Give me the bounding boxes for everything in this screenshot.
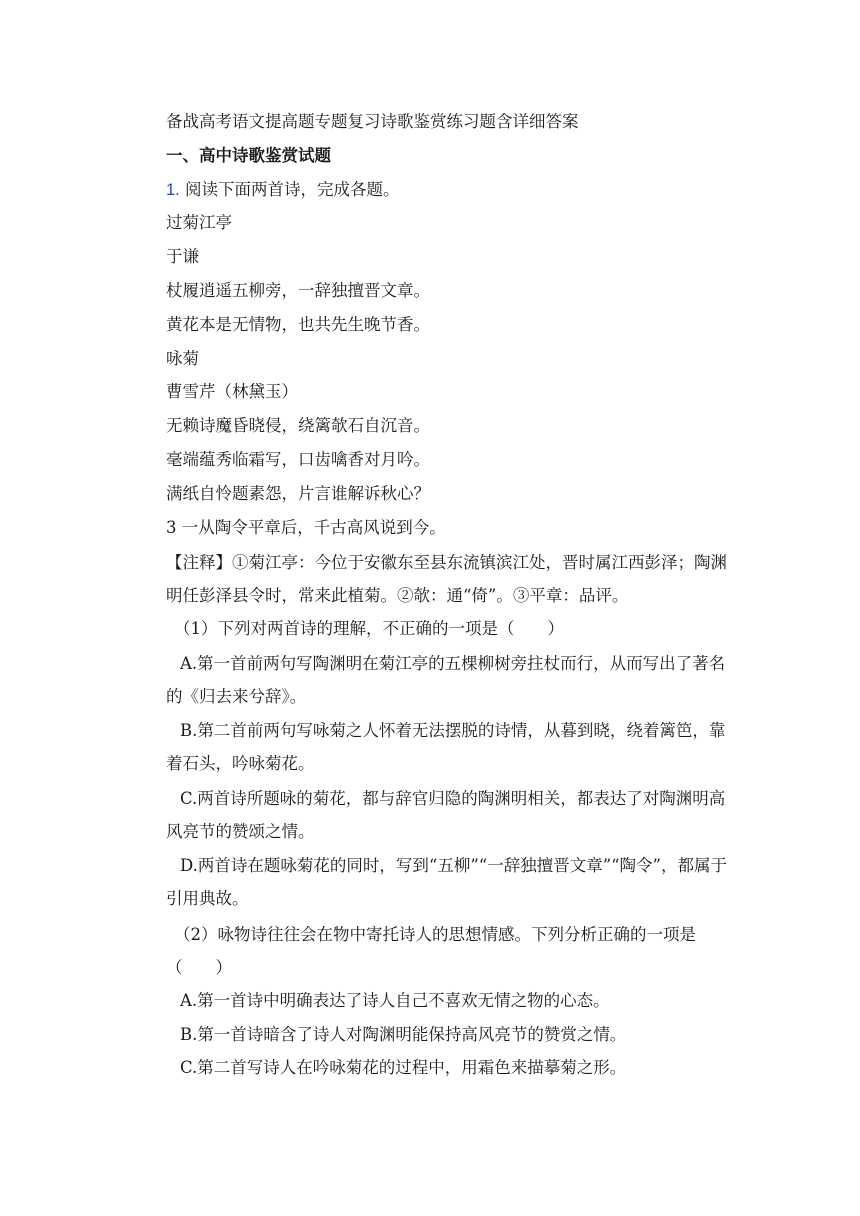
poem2-line: 满纸自怜题素怨，片言谁解诉秋心？ — [166, 484, 430, 503]
poem2-title: 咏菊 — [166, 349, 199, 368]
sub-question-1-option-b: B.第二首前两句写咏菊之人怀着无法摆脱的诗情，从暮到晓，绕着篱笆，靠着石头，吟咏菊花。 — [166, 721, 726, 773]
poem1-author: 于谦 — [166, 247, 199, 266]
question-header — [166, 179, 736, 201]
poem1-line: 杖履逍遥五柳旁，一辞独擅晋文章。 — [166, 281, 430, 300]
poem2-line: 3 一从陶令平章后，千古高风说到今。 — [166, 518, 446, 537]
section-heading: 一、高中诗歌鉴赏试题 — [166, 146, 331, 165]
sub-question-2-stem: （2）咏物诗往往会在物中寄托诗人的思想情感。下列分析正确的一项是（ ） — [166, 925, 696, 977]
sub-question-2-option-a: A.第一首诗中明确表达了诗人自己不喜欢无情之物的心态。 — [180, 991, 610, 1010]
sub-question-2-option-c: C.第二首写诗人在吟咏菊花的过程中，用霜色来描摹菊之形。 — [180, 1058, 627, 1077]
poem2-author: 曹雪芹（林黛玉） — [166, 382, 298, 401]
poem1-line: 黄花本是无情物，也共先生晚节香。 — [166, 315, 430, 334]
sub-question-1-option-c: C.两首诗所题咏的菊花，都与辞官归隐的陶渊明相关，都表达了对陶渊明高风亮节的赞颂之情。 — [166, 789, 726, 841]
sub-question-2-option-b: B.第一首诗暗含了诗人对陶渊明能保持高风亮节的赞赏之情。 — [180, 1025, 627, 1044]
poem1-title: 过菊江亭 — [166, 213, 232, 232]
document-title: 备战高考语文提高题专题复习诗歌鉴赏练习题含详细答案 — [166, 112, 579, 131]
sub-question-1-stem: （1）下列对两首诗的理解，不正确的一项是（ ） — [174, 619, 564, 638]
poem2-line: 毫端蕴秀临霜写，口齿噙香对月吟。 — [166, 450, 430, 469]
sub-question-1-option-a: A.第一首前两句写陶渊明在菊江亭的五棵柳树旁拄杖而行，从而写出了著名的《归去来兮辞》。 — [166, 654, 726, 706]
question-number: 1. — [166, 181, 180, 199]
poem2-line: 无赖诗魔昏晓侵，绕篱欹石自沉音。 — [166, 416, 430, 435]
annotation-note: 【注释】①菊江亭：今位于安徽东至县东流镇滨江处，晋时属江西彭泽；陶渊明任彭泽县令时，常来此植菊。②欹：通“倚”。③平章：品评。 — [166, 553, 727, 605]
question-prompt: 阅读下面两首诗，完成各题。 — [185, 180, 400, 199]
sub-question-1-option-d: D.两首诗在题咏菊花的同时，写到“五柳”“一辞独擅晋文章”“陶令”，都属于引用典故。 — [166, 856, 727, 908]
